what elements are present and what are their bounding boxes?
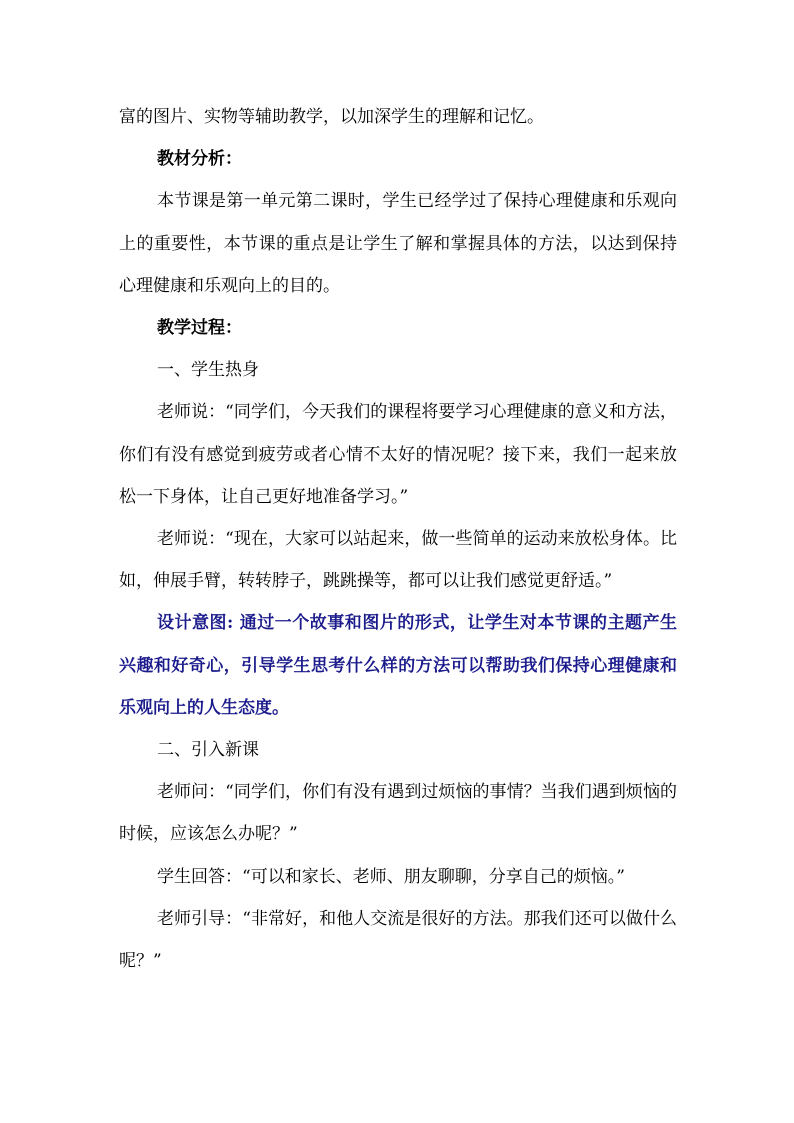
section-warmup: 一、学生热身 xyxy=(157,360,259,381)
paragraph-design-intent: 设计意图: 通过一个故事和图片的形式，让学生对本节课的主题产生兴趣和好奇心，引导学生思考什么样的方法可以帮助我们保持心理健康和乐观向上的人生态度。 xyxy=(119,613,677,718)
paragraph-teacher-says-2: 老师说：“现在，大家可以站起来，做一些简单的运动来放松身体。比如，伸展手臂，转转脖子，跳跳操等，都可以让我们感觉更舒适。” xyxy=(119,529,677,592)
paragraph-teacher-asks: 老师问：“同学们，你们有没有遇到过烦恼的事情？当我们遇到烦恼的时候，应该怎么办呢？” xyxy=(119,782,677,845)
document-body xyxy=(119,96,677,982)
paragraph-teacher-says-1: 老师说：“同学们，今天我们的课程将要学习心理健康的意义和方法，你们有没有感觉到疲劳或者心情不太好的情况呢？接下来，我们一起来放松一下身体，让自己更好地准备学习。” xyxy=(119,402,677,507)
paragraph-student-answers: 学生回答：“可以和家长、老师、朋友聊聊，分享自己的烦恼。” xyxy=(157,866,625,887)
heading-teaching-process: 教学过程： xyxy=(157,318,242,339)
paragraph-teacher-guides: 老师引导：“非常好，和他人交流是很好的方法。那我们还可以做什么呢？” xyxy=(119,908,677,972)
paragraph-material-analysis: 本节课是第一单元第二课时，学生已经学过了保持心理健康和乐观向上的重要性，本节课的重点是让学生了解和掌握具体的方法，以达到保持心理健康和乐观向上的目的。 xyxy=(119,191,677,296)
heading-material-analysis: 教材分析： xyxy=(157,149,242,170)
paragraph-continuation: 富的图片、实物等辅助教学，以加深学生的理解和记忆。 xyxy=(119,107,544,127)
section-new-lesson: 二、引入新课 xyxy=(157,740,259,761)
